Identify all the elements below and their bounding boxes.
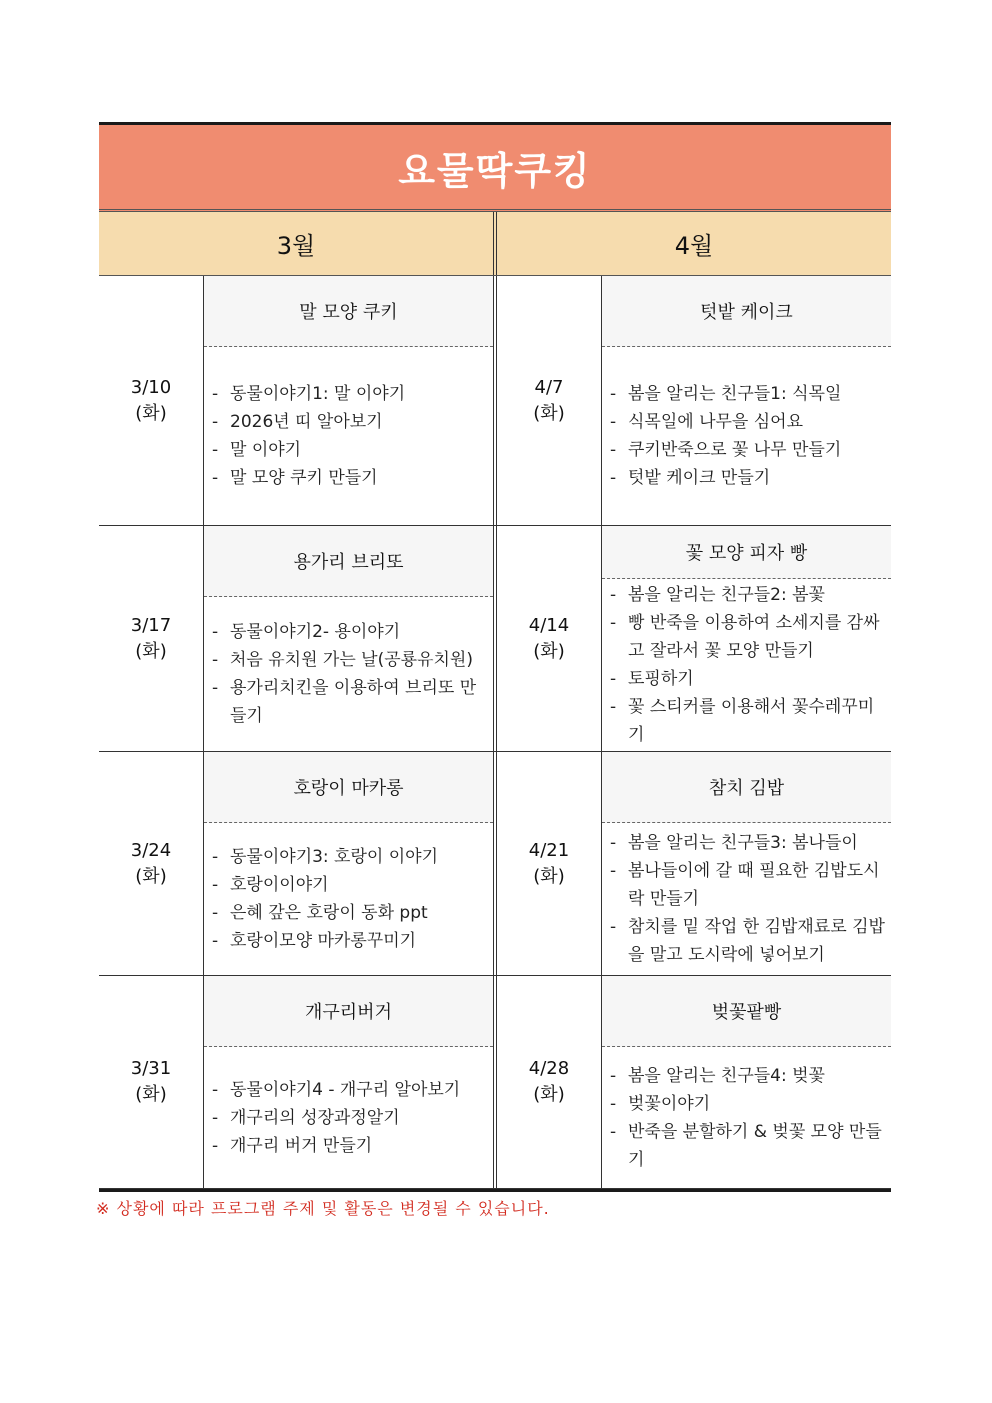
activity-list bbox=[610, 1062, 885, 1174]
date-cell bbox=[99, 976, 204, 1188]
date-cell bbox=[497, 276, 602, 525]
activity-item: - 쿠키반죽으로 꽃 나무 만들기 bbox=[610, 436, 885, 464]
activity-list-wrap bbox=[602, 1047, 891, 1188]
activity-list bbox=[610, 829, 885, 969]
activity-item: - 처음 유치원 가는 날(공룡유치원) bbox=[212, 646, 487, 674]
activity-item: - 빵 반죽을 이용하여 소세지를 감싸고 잘라서 꽃 모양 만들기 bbox=[610, 609, 885, 665]
date-label: 4/7 bbox=[534, 376, 564, 398]
activity-item: - 개구리 버거 만들기 bbox=[212, 1132, 487, 1160]
class-content bbox=[204, 526, 493, 751]
activity-item: - 봄을 알리는 친구들1: 식목일 bbox=[610, 380, 885, 408]
month-header-march: 3월 bbox=[99, 212, 497, 275]
activity-item: - 참치를 밑 작업 한 김밥재료로 김밥을 말고 도시락에 넣어보기 bbox=[610, 913, 885, 969]
date-label: 3/24 bbox=[130, 839, 172, 861]
class-content bbox=[204, 276, 493, 525]
activity-item: - 개구리의 성장과정알기 bbox=[212, 1104, 487, 1132]
activity-list-wrap bbox=[602, 347, 891, 525]
activity-item: - 봄나들이에 갈 때 필요한 김밥도시락 만들기 bbox=[610, 857, 885, 913]
activity-item: - 호랑이모양 마카롱꾸미기 bbox=[212, 927, 487, 955]
date-cell bbox=[99, 276, 204, 525]
activity-list-wrap bbox=[204, 1047, 493, 1188]
class-topic: 개구리버거 bbox=[204, 976, 493, 1047]
class-content bbox=[602, 526, 891, 751]
activity-list bbox=[212, 843, 487, 955]
activity-list-wrap bbox=[204, 597, 493, 751]
activity-item: - 말 모양 쿠키 만들기 bbox=[212, 464, 487, 492]
date-cell bbox=[497, 526, 602, 751]
class-topic: 텃밭 케이크 bbox=[602, 276, 891, 347]
activity-list-wrap bbox=[204, 823, 493, 975]
date-label: 3/10 bbox=[130, 376, 172, 398]
date-cell bbox=[99, 752, 204, 975]
activity-item: - 동물이야기1: 말 이야기 bbox=[212, 380, 487, 408]
class-content bbox=[602, 976, 891, 1188]
activity-item: - 2026년 띠 알아보기 bbox=[212, 408, 487, 436]
date-label: 4/14 bbox=[528, 614, 570, 636]
date-cell bbox=[99, 526, 204, 751]
april-week-cell bbox=[497, 752, 891, 975]
activity-item: - 반죽을 분할하기 & 벚꽃 모양 만들기 bbox=[610, 1118, 885, 1174]
activity-list-wrap bbox=[204, 347, 493, 525]
march-week-cell bbox=[99, 976, 497, 1188]
date-label: 3/17 bbox=[130, 614, 172, 636]
weekday-label: (화) bbox=[135, 1084, 167, 1105]
activity-list bbox=[212, 618, 487, 730]
date-label: 4/28 bbox=[528, 1058, 570, 1079]
date-cell bbox=[497, 752, 602, 975]
class-content bbox=[602, 276, 891, 525]
table-title: 요물딱쿠킹 bbox=[99, 122, 891, 212]
activity-item: - 동물이야기2- 용이야기 bbox=[212, 618, 487, 646]
activity-list bbox=[610, 581, 885, 749]
activity-item: - 용가리치킨을 이용하여 브리또 만들기 bbox=[212, 674, 487, 730]
weekday-label: (화) bbox=[533, 1084, 565, 1105]
class-content bbox=[204, 976, 493, 1188]
class-topic: 호랑이 마카롱 bbox=[204, 752, 493, 823]
class-content bbox=[602, 752, 891, 975]
activity-item: - 식목일에 나무을 심어요 bbox=[610, 408, 885, 436]
schedule-table bbox=[99, 122, 891, 1192]
activity-item: - 텃밭 케이크 만들기 bbox=[610, 464, 885, 492]
week-row bbox=[99, 276, 891, 526]
date-cell bbox=[497, 976, 602, 1188]
month-header-row bbox=[99, 212, 891, 276]
activity-list-wrap bbox=[602, 579, 891, 751]
activity-list bbox=[212, 380, 487, 492]
march-week-cell bbox=[99, 276, 497, 525]
april-week-cell bbox=[497, 976, 891, 1188]
activity-item: - 동물이야기4 - 개구리 알아보기 bbox=[212, 1076, 487, 1104]
date-label: 3/31 bbox=[130, 1058, 172, 1079]
march-week-cell bbox=[99, 752, 497, 975]
activity-item: - 말 이야기 bbox=[212, 436, 487, 464]
activity-item: - 토핑하기 bbox=[610, 665, 885, 693]
class-topic: 벚꽃팥빵 bbox=[602, 976, 891, 1047]
activity-list bbox=[212, 1076, 487, 1160]
weekday-label: (화) bbox=[135, 640, 167, 662]
week-row bbox=[99, 976, 891, 1189]
activity-item: - 꽃 스티커를 이용해서 꽃수레꾸미기 bbox=[610, 693, 885, 749]
weekday-label: (화) bbox=[135, 402, 167, 424]
activity-list bbox=[610, 380, 885, 492]
class-topic: 꽃 모양 피자 빵 bbox=[602, 526, 891, 579]
activity-item: - 봄을 알리는 친구들3: 봄나들이 bbox=[610, 829, 885, 857]
class-topic: 용가리 브리또 bbox=[204, 526, 493, 597]
march-week-cell bbox=[99, 526, 497, 751]
weekday-label: (화) bbox=[135, 865, 167, 887]
class-topic: 참치 김밥 bbox=[602, 752, 891, 823]
activity-item: - 봄을 알리는 친구들2: 봄꽃 bbox=[610, 581, 885, 609]
activity-item: - 은혜 갚은 호랑이 동화 ppt bbox=[212, 899, 487, 927]
activity-list-wrap bbox=[602, 823, 891, 975]
weekday-label: (화) bbox=[533, 640, 565, 662]
april-week-cell bbox=[497, 276, 891, 525]
week-row bbox=[99, 752, 891, 976]
april-week-cell bbox=[497, 526, 891, 751]
weekday-label: (화) bbox=[533, 865, 565, 887]
week-rows bbox=[99, 276, 891, 1189]
class-topic: 말 모양 쿠키 bbox=[204, 276, 493, 347]
date-label: 4/21 bbox=[528, 839, 570, 861]
month-header-april: 4월 bbox=[674, 232, 714, 260]
footer-note: ※ 상황에 따라 프로그램 주제 및 활동은 변경될 수 있습니다. bbox=[96, 1199, 550, 1218]
weekday-label: (화) bbox=[533, 402, 565, 424]
activity-item: - 봄을 알리는 친구들4: 벚꽃 bbox=[610, 1062, 885, 1090]
activity-item: - 동물이야기3: 호랑이 이야기 bbox=[212, 843, 487, 871]
class-content bbox=[204, 752, 493, 975]
activity-item: - 호랑이이야기 bbox=[212, 871, 487, 899]
activity-item: - 벚꽃이야기 bbox=[610, 1090, 885, 1118]
week-row bbox=[99, 526, 891, 752]
